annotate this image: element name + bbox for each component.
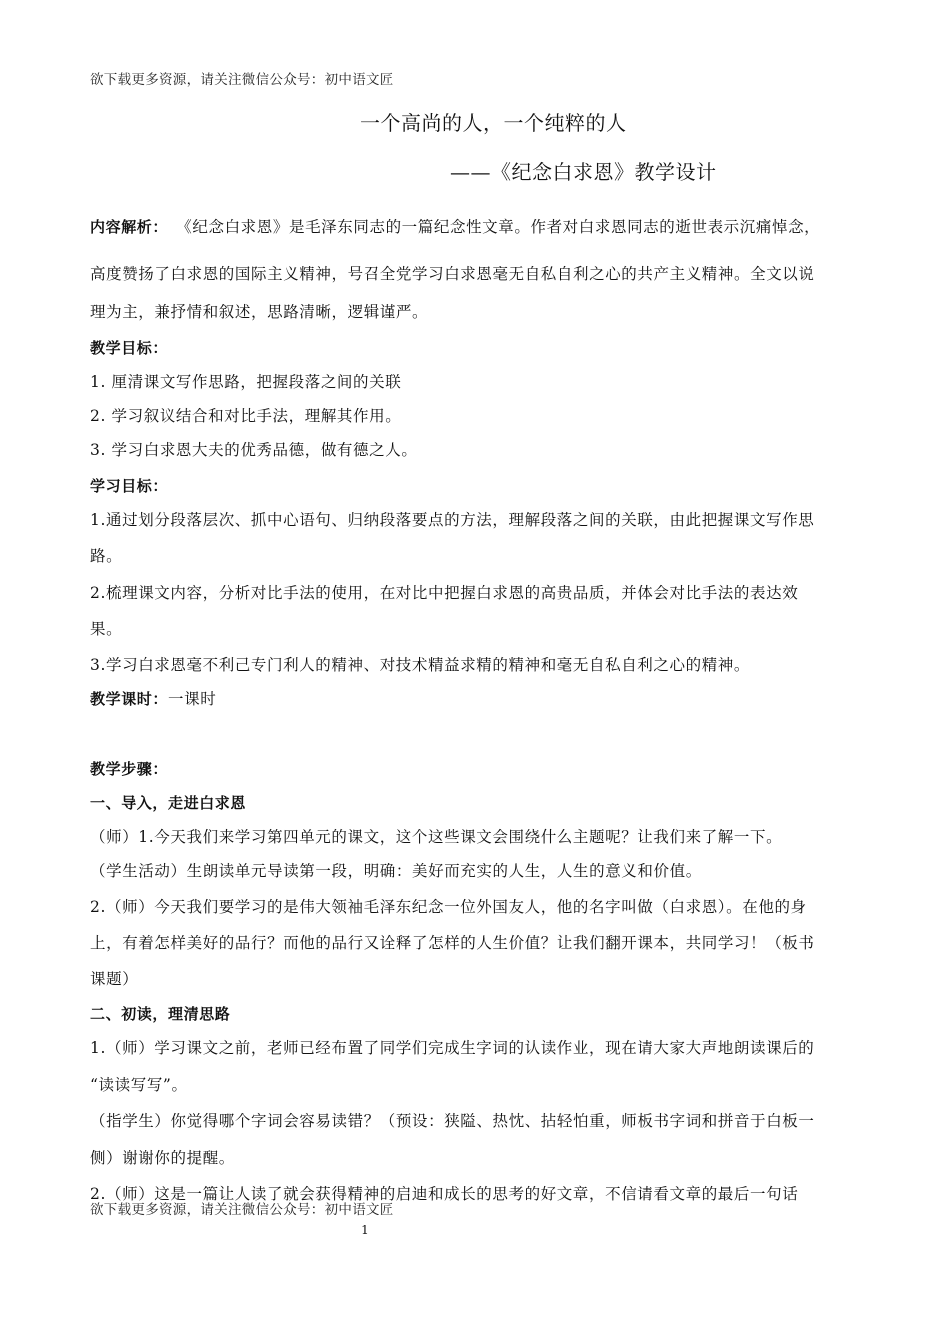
section2-line: 1.（师）学习课文之前，老师已经布置了同学们完成生字词的认读作业，现在请大家大声地朗读课后的	[90, 1039, 815, 1057]
class-hours-value: 一课时	[168, 690, 217, 708]
content-analysis-line1	[90, 217, 820, 237]
section1-line: 2.（师）今天我们要学习的是伟大领袖毛泽东纪念一位外国友人，他的名字叫做（白求恩）。在他的身	[90, 898, 807, 916]
learning-goals-heading: 学习目标：	[90, 477, 169, 495]
section2-line: 侧）谢谢你的提醒。	[90, 1149, 235, 1167]
page-title: 一个高尚的人，一个纯粹的人	[360, 111, 627, 135]
section2-line: “读读写写”。	[90, 1076, 188, 1094]
content-analysis-label: 内容解析：	[90, 218, 169, 236]
page-header: 欲下载更多资源，请关注微信公众号：初中语文匠	[90, 72, 394, 88]
section1-line: （学生活动）生朗读单元导读第一段，明确：美好而充实的人生，人生的意义和价值。	[90, 862, 702, 880]
section2-line: 2.（师）这是一篇让人读了就会获得精神的启迪和成长的思考的好文章，不信请看文章的最后一句话	[90, 1185, 799, 1203]
steps-heading: 教学步骤：	[90, 760, 169, 778]
learning-goal-line: 3.学习白求恩毫不利己专门利人的精神、对技术精益求精的精神和毫无自私自利之心的精神。	[90, 656, 750, 674]
class-hours-line	[90, 689, 216, 709]
page-subtitle: ——《纪念白求恩》教学设计	[450, 160, 717, 184]
learning-goal-line: 2.梳理课文内容，分析对比手法的使用，在对比中把握白求恩的高贵品质，并体会对比手法的表达效	[90, 584, 799, 602]
teaching-goal-item: 3. 学习白求恩大夫的优秀品德，做有德之人。	[90, 441, 418, 459]
page-footer: 欲下载更多资源，请关注微信公众号：初中语文匠	[90, 1202, 394, 1218]
section2-line: （指学生）你觉得哪个字词会容易读错？（预设：狭隘、热忱、拈轻怕重，师板书字词和拼音于白板一	[90, 1112, 815, 1130]
section2-heading: 二、初读，理清思路	[90, 1005, 231, 1023]
teaching-goal-item: 1. 厘清课文写作思路，把握段落之间的关联	[90, 373, 402, 391]
learning-goal-line: 路。	[90, 547, 123, 565]
content-analysis-text: 《纪念白求恩》是毛泽东同志的一篇纪念性文章。作者对白求恩同志的逝世表示沉痛悼念，	[184, 218, 821, 236]
content-analysis-line2: 高度赞扬了白求恩的国际主义精神，号召全党学习白求恩毫无自私自利之心的共产主义精神。全文以说	[90, 265, 815, 283]
learning-goal-line: 果。	[90, 620, 123, 638]
section1-line: 课题）	[90, 970, 139, 988]
section1-line: 上，有着怎样美好的品行？而他的品行又诠释了怎样的人生价值？让我们翻开课本，共同学习！（板书	[90, 934, 815, 952]
teaching-goal-item: 2. 学习叙议结合和对比手法，理解其作用。	[90, 407, 402, 425]
section1-line: （师）1.今天我们来学习第四单元的课文，这个这些课文会围绕什么主题呢？让我们来了解一下。	[90, 828, 783, 846]
teaching-goals-heading: 教学目标：	[90, 339, 169, 357]
learning-goal-line: 1.通过划分段落层次、抓中心语句、归纳段落要点的方法，理解段落之间的关联，由此把握课文写作思	[90, 511, 815, 529]
class-hours-label: 教学课时：	[90, 690, 169, 708]
page-number: 1	[361, 1223, 369, 1237]
content-analysis-line3: 理为主，兼抒情和叙述，思路清晰，逻辑谨严。	[90, 303, 429, 321]
section1-heading: 一、导入，走进白求恩	[90, 794, 247, 812]
